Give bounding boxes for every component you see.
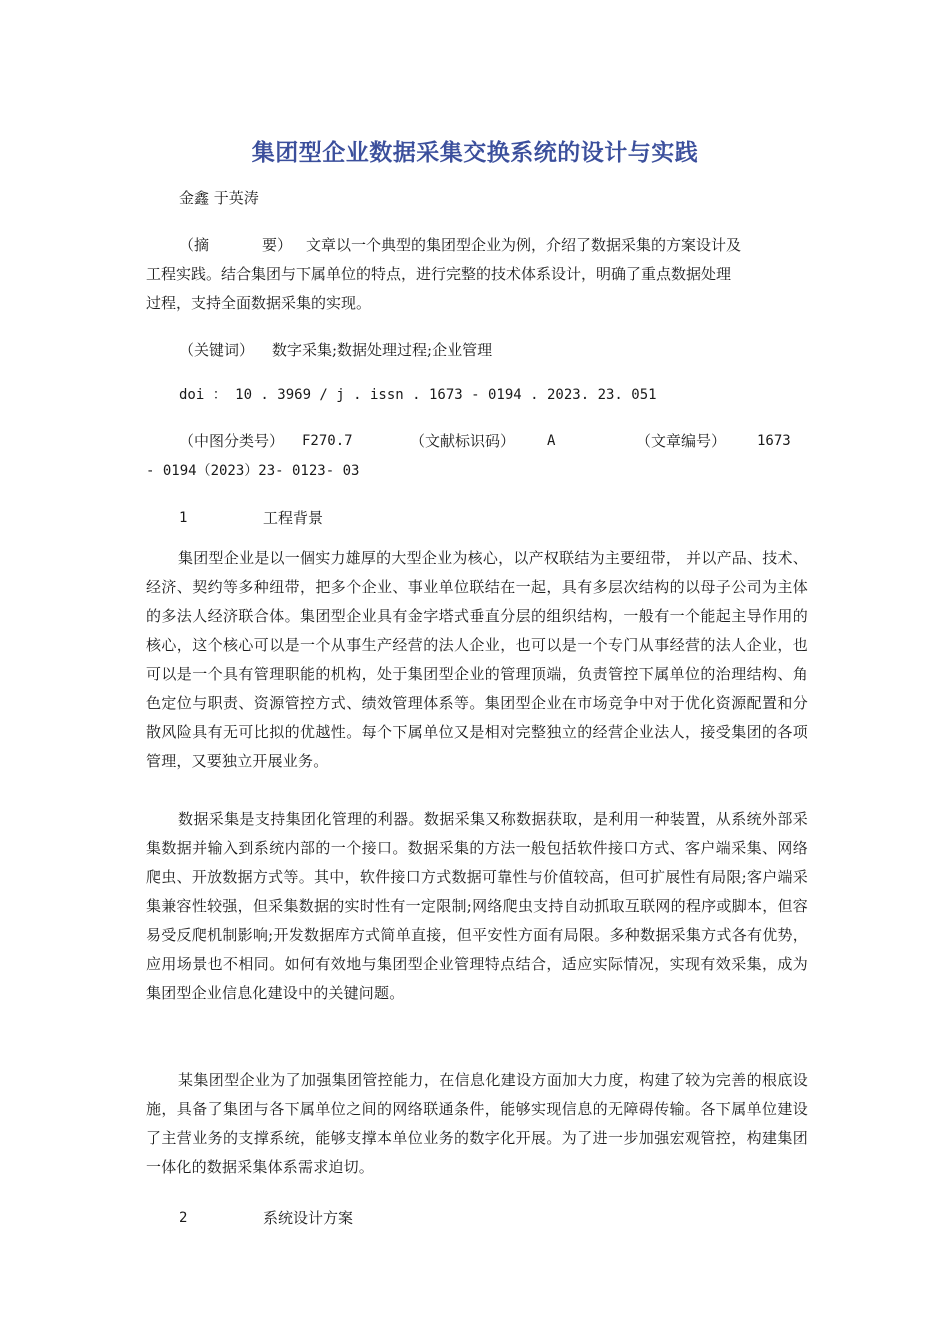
abstract-line-3: 过程，支持全面数据采集的实现。 (146, 294, 372, 312)
abstract-label-left: （摘 (179, 236, 210, 254)
section-2-title: 系统设计方案 (263, 1209, 354, 1227)
doi: doi ： 10 . 3969 / j . issn . 1673 - 0194 . 2023. 23. 051 (179, 387, 657, 403)
paper-title: 集团型企业数据采集交换系统的设计与实践 (251, 140, 699, 166)
section-1-number: 1 (179, 510, 188, 526)
paragraph-3: 某集团型企业为了加强集团管控能力，在信息化建设方面加大力度，构建了较为完善的根底设施，具备了集团与各下属单位之间的网络联通条件，能够实现信息的无障碍传输。各下属单位建设了主营业务的支撑系统，能够支撑本单位业务的数字化开展。为了进一步加强宏观管控，构建集团一体化的数据采集体系需求迫切。 (146, 1071, 808, 1176)
abstract-label-right: 要） (262, 236, 293, 254)
clc-value: F270.7 (302, 433, 353, 449)
clc-label: （中图分类号） (179, 432, 285, 450)
keywords-label: （关键词） (179, 341, 255, 359)
paragraph-1: 集团型企业是以一個实力雄厚的大型企业为核心，以产权联结为主要纽带， 并以产品、技术、经济、契约等多种纽带，把多个企业、事业单位联结在一起，具有多层次结构的以母子公司为主体的多法人经济联合体。集团型企业具有金字塔式垂直分层的组织结构，一般有一个能起主导作用的核心，这个核心可以是一个从事生产经营的法人企业，也可以是一个专门从事经营的法人企业，也可以是一个具有管理职能的机构，处于集团型企业的管理顶端，负责管控下属单位的治理结构、角色定位与职责、资源管控方式、绩效管理体系等。集团型企业在市场竞争中对于优化资源配置和分散风险具有无可比拟的优越性。每个下属单位又是相对完整独立的经营企业法人，接受集团的各项管理，又要独立开展业务。 (146, 549, 808, 770)
paragraph-2: 数据采集是支持集团化管理的利器。数据采集又称数据获取，是利用一种装置，从系统外部采集数据并输入到系统内部的一个接口。数据采集的方法一般包括软件接口方式、客户端采集、网络爬虫、开放数据方式等。其中，软件接口方式数据可靠性与价值较高，但可扩展性有局限;客户端采集兼容性较强，但采集数据的实时性有一定限制;网络爬虫支持自动抓取互联网的程序或脚本，但容易受反爬机制影响;开发数据库方式简单直接，但平安性方面有局限。多种数据采集方式各有优势，应用场景也不相同。如何有效地与集团型企业管理特点结合，适应实际情况，实现有效采集，成为集团型企业信息化建设中的关键问题。 (146, 810, 808, 1002)
abstract-line-2: 工程实践。结合集团与下属单位的特点，进行完整的技术体系设计，明确了重点数据处理 (146, 265, 732, 283)
keywords-value: 数字采集;数据处理过程;企业管理 (272, 341, 493, 359)
section-2-number: 2 (179, 1210, 188, 1226)
abstract-line-1: 文章以一个典型的集团型企业为例，介绍了数据采集的方案设计及 (306, 236, 742, 254)
doc-code-value: A (547, 433, 556, 449)
article-number-label: （文章编号） (636, 432, 727, 450)
authors: 金鑫 于英涛 (179, 189, 259, 207)
article-number-continued: - 0194（2023）23- 0123- 03 (146, 463, 360, 479)
doc-code-label: （文献标识码） (410, 432, 516, 450)
section-1-title: 工程背景 (263, 509, 324, 527)
article-number-value: 1673 (757, 433, 791, 449)
